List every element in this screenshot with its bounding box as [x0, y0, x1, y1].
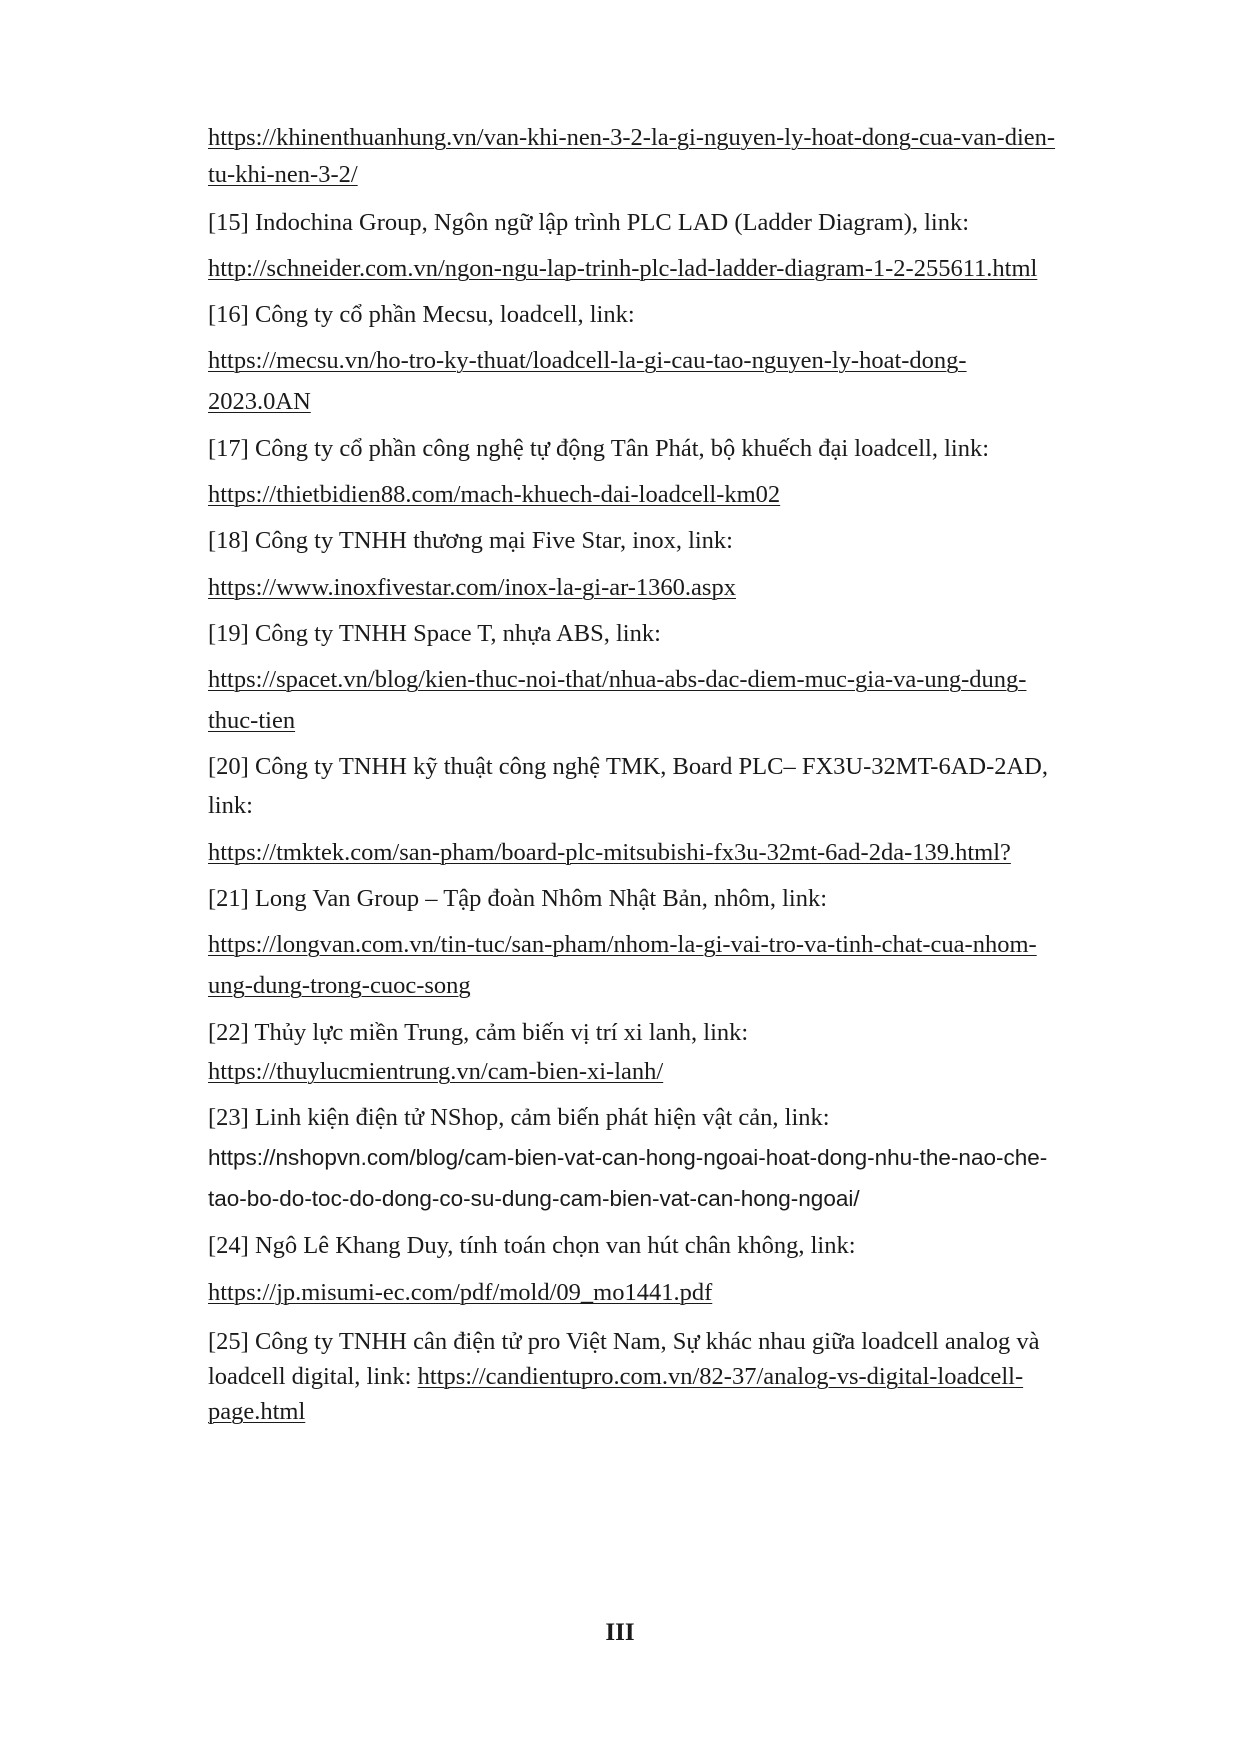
reference-line — [208, 752, 1168, 782]
reference-line — [208, 387, 1168, 417]
reference-text: [18] Công ty TNHH thương mại Five Star, inox, link: — [208, 527, 733, 554]
reference-link[interactable]: https://mecsu.vn/ho-tro-ky-thuat/loadcell-la-gi-cau-tao-nguyen-ly-hoat-dong- — [208, 347, 967, 374]
reference-line — [208, 573, 1168, 603]
reference-line — [208, 971, 1168, 1001]
reference-link[interactable]: https://spacet.vn/blog/kien-thuc-noi-that/nhua-abs-dac-diem-muc-gia-va-ung-dung- — [208, 666, 1027, 693]
reference-line — [208, 346, 1168, 376]
reference-link[interactable]: https://candientupro.com.vn/82-37/analog-vs-digital-loadcell- — [417, 1363, 1024, 1390]
reference-line — [208, 838, 1168, 868]
reference-link[interactable]: 2023.0AN — [208, 388, 311, 415]
reference-link[interactable]: https://tmktek.com/san-pham/board-plc-mitsubishi-fx3u-32mt-6ad-2da-139.html? — [208, 839, 1011, 866]
reference-line — [208, 434, 1168, 464]
reference-line — [208, 619, 1168, 649]
reference-line — [208, 1327, 1168, 1357]
reference-line — [208, 791, 1168, 821]
reference-line — [208, 930, 1168, 960]
reference-link[interactable]: https://thietbidien88.com/mach-khuech-dai-loadcell-km02 — [208, 481, 781, 508]
reference-line — [208, 526, 1168, 556]
reference-text: [22] Thủy lực miền Trung, cảm biến vị trí xi lanh, link: — [208, 1019, 749, 1046]
reference-link[interactable]: page.html — [208, 1398, 306, 1425]
reference-line — [208, 480, 1168, 510]
reference-link[interactable]: tu-khi-nen-3-2/ — [208, 161, 358, 188]
reference-link[interactable]: https://khinenthuanhung.vn/van-khi-nen-3-2-la-gi-nguyen-ly-hoat-dong-cua-van-dien- — [208, 124, 1056, 151]
reference-text: [25] Công ty TNHH cân điện tử pro Việt Nam, Sự khác nhau giữa loadcell analog và — [208, 1328, 1040, 1355]
reference-line — [208, 665, 1168, 695]
reference-line — [208, 254, 1168, 284]
reference-link[interactable]: https://longvan.com.vn/tin-tuc/san-pham/nhom-la-gi-vai-tro-va-tinh-chat-cua-nhom- — [208, 931, 1037, 958]
reference-link[interactable]: ung-dung-trong-cuoc-song — [208, 972, 471, 999]
reference-line — [208, 1018, 1168, 1048]
reference-text: link: — [208, 792, 253, 819]
reference-link[interactable]: https://jp.misumi-ec.com/pdf/mold/09_mo1441.pdf — [208, 1279, 713, 1306]
reference-line — [208, 1231, 1168, 1261]
reference-text: [20] Công ty TNHH kỹ thuật công nghệ TMK, Board PLC– FX3U-32MT-6AD-2AD, — [208, 753, 1048, 780]
reference-link[interactable]: http://schneider.com.vn/ngon-ngu-lap-trinh-plc-lad-ladder-diagram-1-2-255611.html — [208, 255, 1038, 282]
reference-25-line-2 — [208, 1362, 1168, 1392]
reference-url-text: https://nshopvn.com/blog/cam-bien-vat-can-hong-ngoai-hoat-dong-nhu-the-nao-che- — [208, 1145, 1048, 1170]
reference-line — [208, 884, 1168, 914]
page-number: III — [605, 1619, 635, 1646]
reference-text: [16] Công ty cổ phần Mecsu, loadcell, link: — [208, 301, 635, 328]
reference-line — [208, 1184, 1168, 1214]
reference-link[interactable]: thuc-tien — [208, 707, 296, 734]
reference-text: [21] Long Van Group – Tập đoàn Nhôm Nhật Bản, nhôm, link: — [208, 885, 828, 912]
reference-line — [208, 706, 1168, 736]
reference-line — [208, 1143, 1168, 1173]
reference-text: [17] Công ty cổ phần công nghệ tự động Tân Phát, bộ khuếch đại loadcell, link: — [208, 435, 990, 462]
reference-line — [208, 1103, 1168, 1133]
reference-line — [208, 208, 1168, 238]
reference-line — [208, 1057, 1168, 1087]
reference-line — [208, 1278, 1168, 1308]
reference-url-text: tao-bo-do-toc-do-dong-co-su-dung-cam-bien-vat-can-hong-ngoai/ — [208, 1186, 860, 1211]
reference-text: loadcell digital, link: — [208, 1363, 418, 1390]
reference-text: [19] Công ty TNHH Space T, nhựa ABS, link: — [208, 620, 661, 647]
reference-line — [208, 123, 1168, 153]
reference-line — [208, 300, 1168, 330]
reference-link[interactable]: https://www.inoxfivestar.com/inox-la-gi-ar-1360.aspx — [208, 574, 736, 601]
reference-text: [15] Indochina Group, Ngôn ngữ lập trình PLC LAD (Ladder Diagram), link: — [208, 209, 970, 236]
reference-link[interactable]: https://thuylucmientrung.vn/cam-bien-xi-lanh/ — [208, 1058, 664, 1085]
reference-text: [24] Ngô Lê Khang Duy, tính toán chọn van hút chân không, link: — [208, 1232, 856, 1259]
reference-25-line-3 — [208, 1397, 1168, 1427]
reference-text: [23] Linh kiện điện tử NShop, cảm biến phát hiện vật cản, link: — [208, 1104, 830, 1131]
reference-line — [208, 160, 1168, 190]
